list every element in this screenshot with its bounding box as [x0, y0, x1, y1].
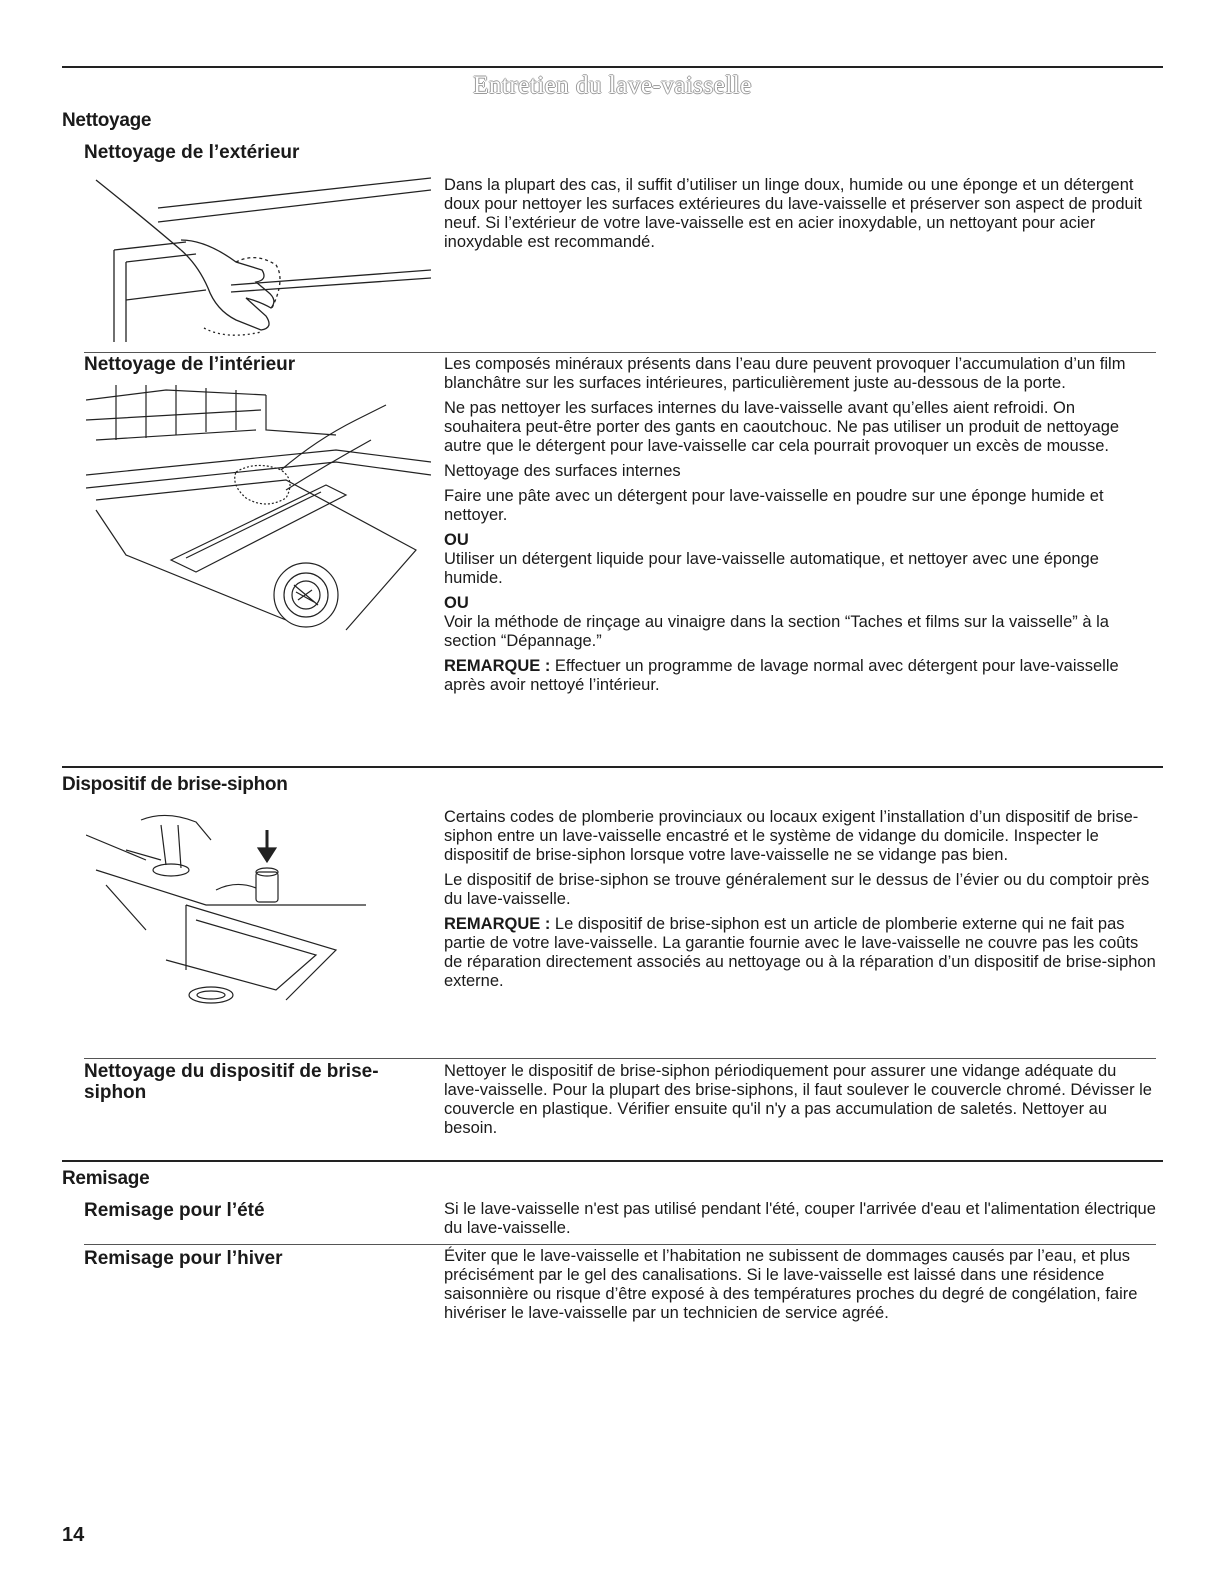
paragraph: Le dispositif de brise-siphon se trouve généralement sur le dessus de l’évier ou du comptoir près du lave-vaisselle. — [444, 871, 1150, 908]
text-brise-siphon — [444, 808, 1156, 997]
note-label: REMARQUE : — [444, 915, 551, 933]
paragraph: Nettoyer le dispositif de brise-siphon périodiquement pour assurer une vidange adéquate du lave-vaisselle. Pour la plupart des brise-siphons, il faut soulever le couvercle chromé. Dévisser le couvercle en plastique. Vérifier ensuite qu'il n'y a pas accumulation de saletés. Nettoyer au besoin. — [444, 1062, 1152, 1137]
header-rule — [62, 66, 1163, 68]
section-rule — [62, 1160, 1163, 1162]
paragraph: Utiliser un détergent liquide pour lave-vaisselle automatique, et nettoyer avec une éponge humide. — [444, 550, 1099, 587]
subheading-remisage-ete: Remisage pour l’été — [84, 1200, 265, 1221]
illustration-exterior-cleaning — [86, 170, 431, 345]
subheading-nettoyage-interieur: Nettoyage de l’intérieur — [84, 354, 296, 375]
paragraph: Si le lave-vaisselle n'est pas utilisé pendant l'été, couper l'arrivée d'eau et l'alimentation électrique du lave-vaisselle. — [444, 1200, 1156, 1237]
text-nettoyage-brise-siphon — [444, 1062, 1156, 1144]
ou-label: OU — [444, 531, 469, 549]
illustration-interior-cleaning — [86, 380, 431, 635]
subheading-nettoyage-brise-siphon: Nettoyage du dispositif de brise-siphon — [84, 1061, 379, 1103]
text-nettoyage-interieur — [444, 355, 1156, 701]
section-heading-brise-siphon: Dispositif de brise-siphon — [62, 774, 288, 795]
paragraph: Faire une pâte avec un détergent pour lave-vaisselle en poudre sur une éponge humide et nettoyer. — [444, 487, 1104, 524]
divider — [84, 352, 1156, 353]
paragraph: Éviter que le lave-vaisselle et l’habitation ne subissent de dommages causés par l’eau, et plus précisément par le gel des canalisations. Si le lave-vaisselle est laissé dans une résidence saisonnière ou risque d’être exposé à des températures proches du degré de congélation, faire hivériser le lave-vaisselle par un technicien de service agréé. — [444, 1247, 1138, 1322]
divider — [84, 1058, 1156, 1059]
ou-label: OU — [444, 594, 469, 612]
paragraph: Les composés minéraux présents dans l’eau dure peuvent provoquer l’accumulation d’un film blanchâtre sur les surfaces intérieures, particulièrement juste au-dessous de la porte. — [444, 355, 1126, 392]
subheading-remisage-hiver: Remisage pour l’hiver — [84, 1248, 283, 1269]
text-remisage-ete — [444, 1200, 1156, 1244]
page-title: Entretien du lave-vaisselle — [473, 72, 752, 99]
paragraph: Dans la plupart des cas, il suffit d’utiliser un linge doux, humide ou une éponge et un détergent doux pour nettoyer les surfaces extérieures du lave-vaisselle et préserver son aspect de produit neuf. Si l’extérieur de votre lave-vaisselle est en acier inoxydable, un nettoyant pour acier inoxydable est recommandé. — [444, 176, 1142, 251]
note-label: REMARQUE : — [444, 657, 551, 675]
section-heading-nettoyage: Nettoyage — [62, 110, 152, 131]
page-number: 14 — [62, 1524, 85, 1546]
note-text: Le dispositif de brise-siphon est un article de plomberie externe qui ne fait pas partie de votre lave-vaisselle. La garantie fournie avec le lave-vaisselle ne couvre pas les coûts de réparation directement associés au nettoyage ou à la réparation d’un dispositif de brise-siphon externe. — [444, 915, 1156, 990]
note-paragraph — [444, 915, 1156, 991]
subheading-nettoyage-exterieur: Nettoyage de l’extérieur — [84, 142, 300, 163]
divider — [84, 1244, 1156, 1245]
illustration-air-gap — [86, 810, 376, 1015]
text-remisage-hiver — [444, 1247, 1156, 1329]
section-heading-remisage: Remisage — [62, 1168, 150, 1189]
note-text: Effectuer un programme de lavage normal avec détergent pour lave-vaisselle après avoir nettoyé l’intérieur. — [444, 657, 1119, 694]
text-nettoyage-exterieur — [444, 176, 1156, 258]
paragraph: Voir la méthode de rinçage au vinaigre dans la section “Taches et films sur la vaisselle” à la section “Dépannage.” — [444, 613, 1109, 650]
paragraph: Certains codes de plomberie provinciaux ou locaux exigent l’installation d’un dispositif de brise-siphon entre un lave-vaisselle encastré et le système de vidange du domicile. Inspecter le dispositif de brise-siphon lorsque votre lave-vaisselle ne se vidange pas bien. — [444, 808, 1139, 864]
paragraph: Nettoyage des surfaces internes — [444, 462, 681, 480]
section-rule — [62, 766, 1163, 768]
note-paragraph — [444, 657, 1156, 695]
paragraph: Ne pas nettoyer les surfaces internes du lave-vaisselle avant qu’elles aient refroidi. On souhaitera peut-être porter des gants en caoutchouc. Ne pas utiliser un produit de nettoyage autre que le détergent pour lave-vaisselle car cela pourrait provoquer un excès de mousse. — [444, 399, 1120, 455]
